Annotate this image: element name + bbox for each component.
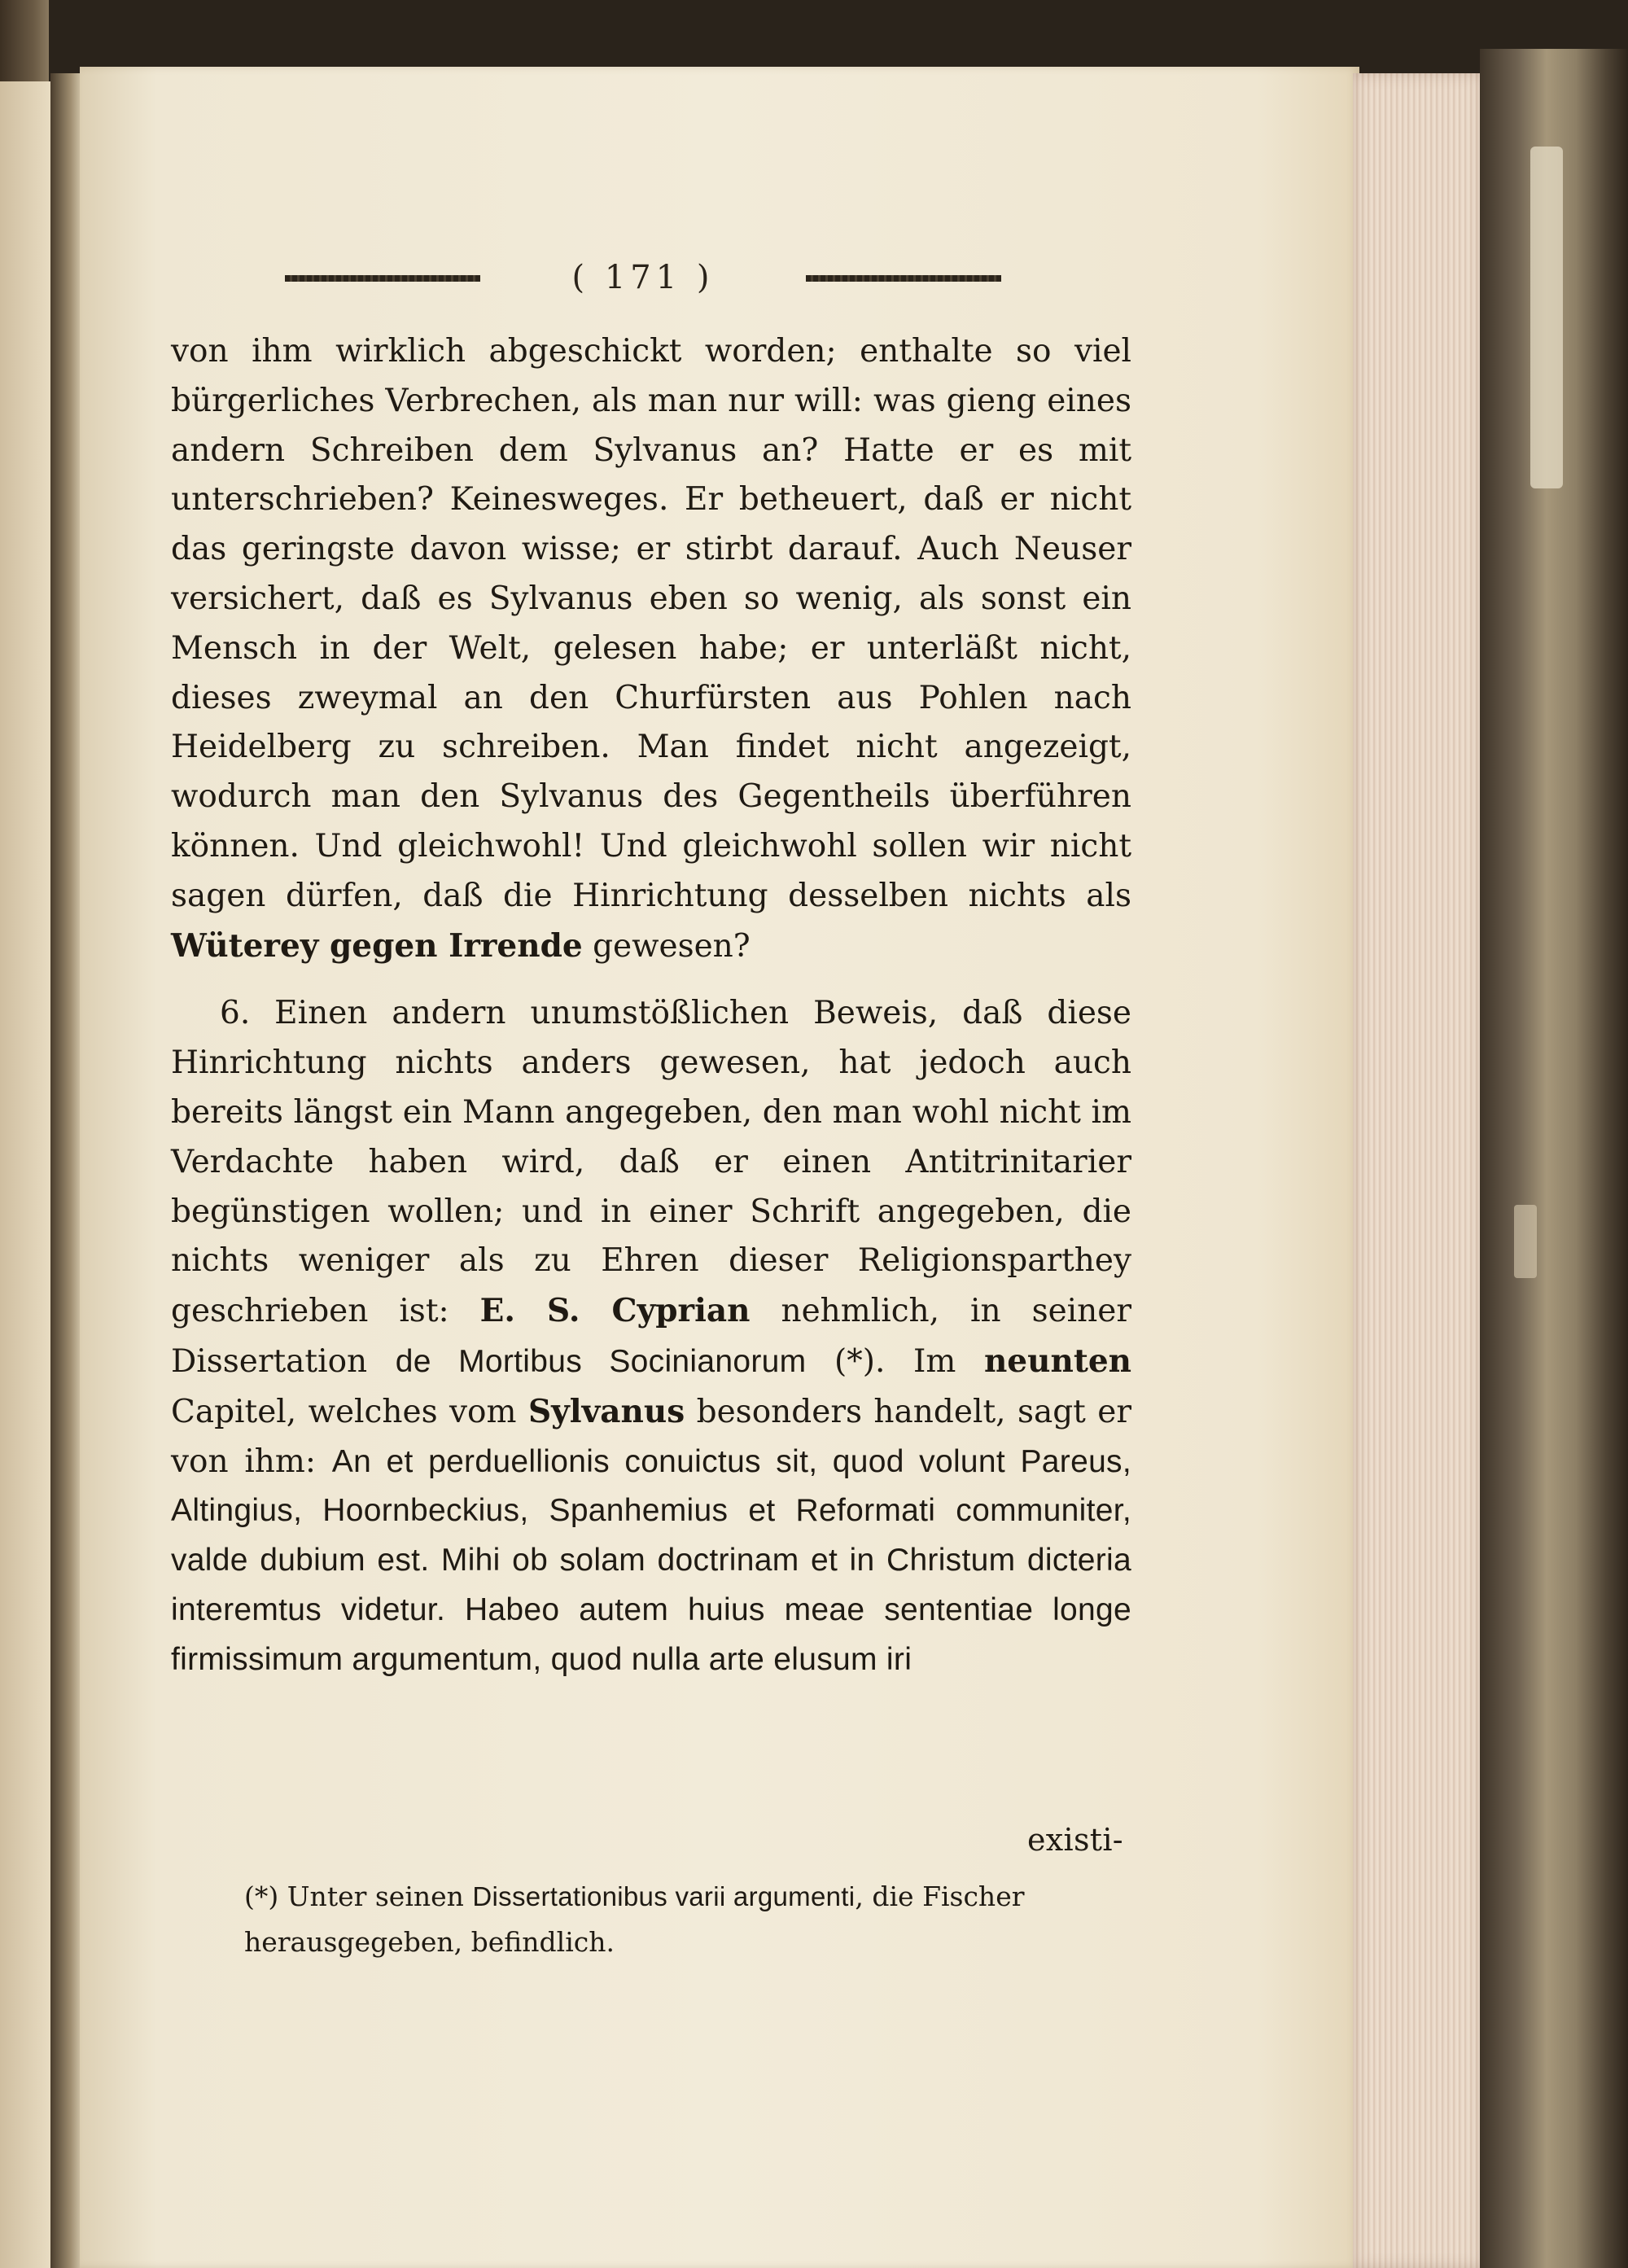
footnote-text-2: , die Fischer herausgegeben, befindlich. — [244, 1881, 1025, 1958]
cover-wear-mark — [1514, 1205, 1537, 1278]
page-fore-edge — [1353, 73, 1483, 2268]
paragraph-2-part3: (*). Im — [806, 1342, 984, 1380]
footnote-marker: (*) — [244, 1881, 279, 1912]
paragraph-2-part1: 6. Einen andern unumstößlichen Beweis, daß diese Hinrichtung nichts anders gewesen, hat jedoch auch bereits längst ein Mann angegeben, den man wohl nicht im Verdachte haben wird, daß er einen Antitrinitarier begünstigen wollen; und in einer Schrift angegeben, die nichts weniger als zu Ehren dieser Religionsparthey geschrieben ist: — [171, 995, 1131, 1330]
chapter-word: neunten — [983, 1342, 1131, 1380]
latin-title: de Mortibus Socinianorum — [395, 1343, 807, 1379]
paragraph-2 — [171, 989, 1131, 1684]
page-header — [285, 259, 1001, 308]
subject-name: Sylvanus — [527, 1392, 685, 1430]
page-number: ( 171 ) — [571, 259, 715, 296]
emphasis-text: Wüterey gegen Irrende — [171, 926, 583, 965]
latin-quote: An et perduellionis conuictus sit, quod volunt Pareus, Altingius, Hoornbeckius, Spanhemius et Reformati communiter, valde dubium est. Mihi ob solam doctrinam et in Christum dicteria interemtus videtur. Habeo autem huius meae sententiae longe firmissimum argumentum, quod nulla arte elusum iri — [171, 1443, 1131, 1677]
page-body — [171, 327, 1131, 1685]
footnote-latin: Dissertationibus varii argumenti — [472, 1881, 856, 1911]
footnote — [244, 1874, 1131, 1965]
paragraph-2-part2: nehmlich, in seiner Dissertation — [171, 1293, 1131, 1380]
book-gutter — [50, 73, 83, 2268]
paragraph-1-text: von ihm wirklich abgeschickt worden; enthalte so viel bürgerliches Verbrechen, als man nur will: was gieng eines andern Schreiben dem Sylvanus an? Hatte er es mit unterschrieben? Keinesweges. Er betheuert, daß er nicht das geringste davon wisse; er stirbt darauf. Auch Neuser versichert, daß es Sylvanus eben so wenig, als sonst ein Mensch in der Welt, gelesen habe; er unterläßt nicht, dieses zweymal an den Churfürsten aus Pohlen nach Heidelberg zu schreiben. Man findet nicht angezeigt, wodurch man den Sylvanus des Gegentheils überführen können. Und gleichwohl! Und gleichwohl sollen wir nicht sagen dürfen, daß die Hinrichtung desselben nichts als — [171, 333, 1131, 914]
footnote-text-1: Unter seinen — [287, 1881, 473, 1912]
catchword: existi- — [1027, 1822, 1123, 1858]
paragraph-1 — [171, 327, 1131, 971]
previous-page-edge — [0, 81, 52, 2268]
header-rule-right — [806, 275, 1001, 282]
paragraph-2-part4: Capitel, welches vom — [171, 1393, 528, 1430]
cover-wear-mark — [1530, 147, 1563, 488]
paragraph-2-part5: besonders handelt, sagt er von ihm: — [171, 1393, 1132, 1480]
author-name: E. S. Cyprian — [479, 1292, 751, 1330]
paragraph-1-tail: gewesen? — [582, 927, 751, 965]
